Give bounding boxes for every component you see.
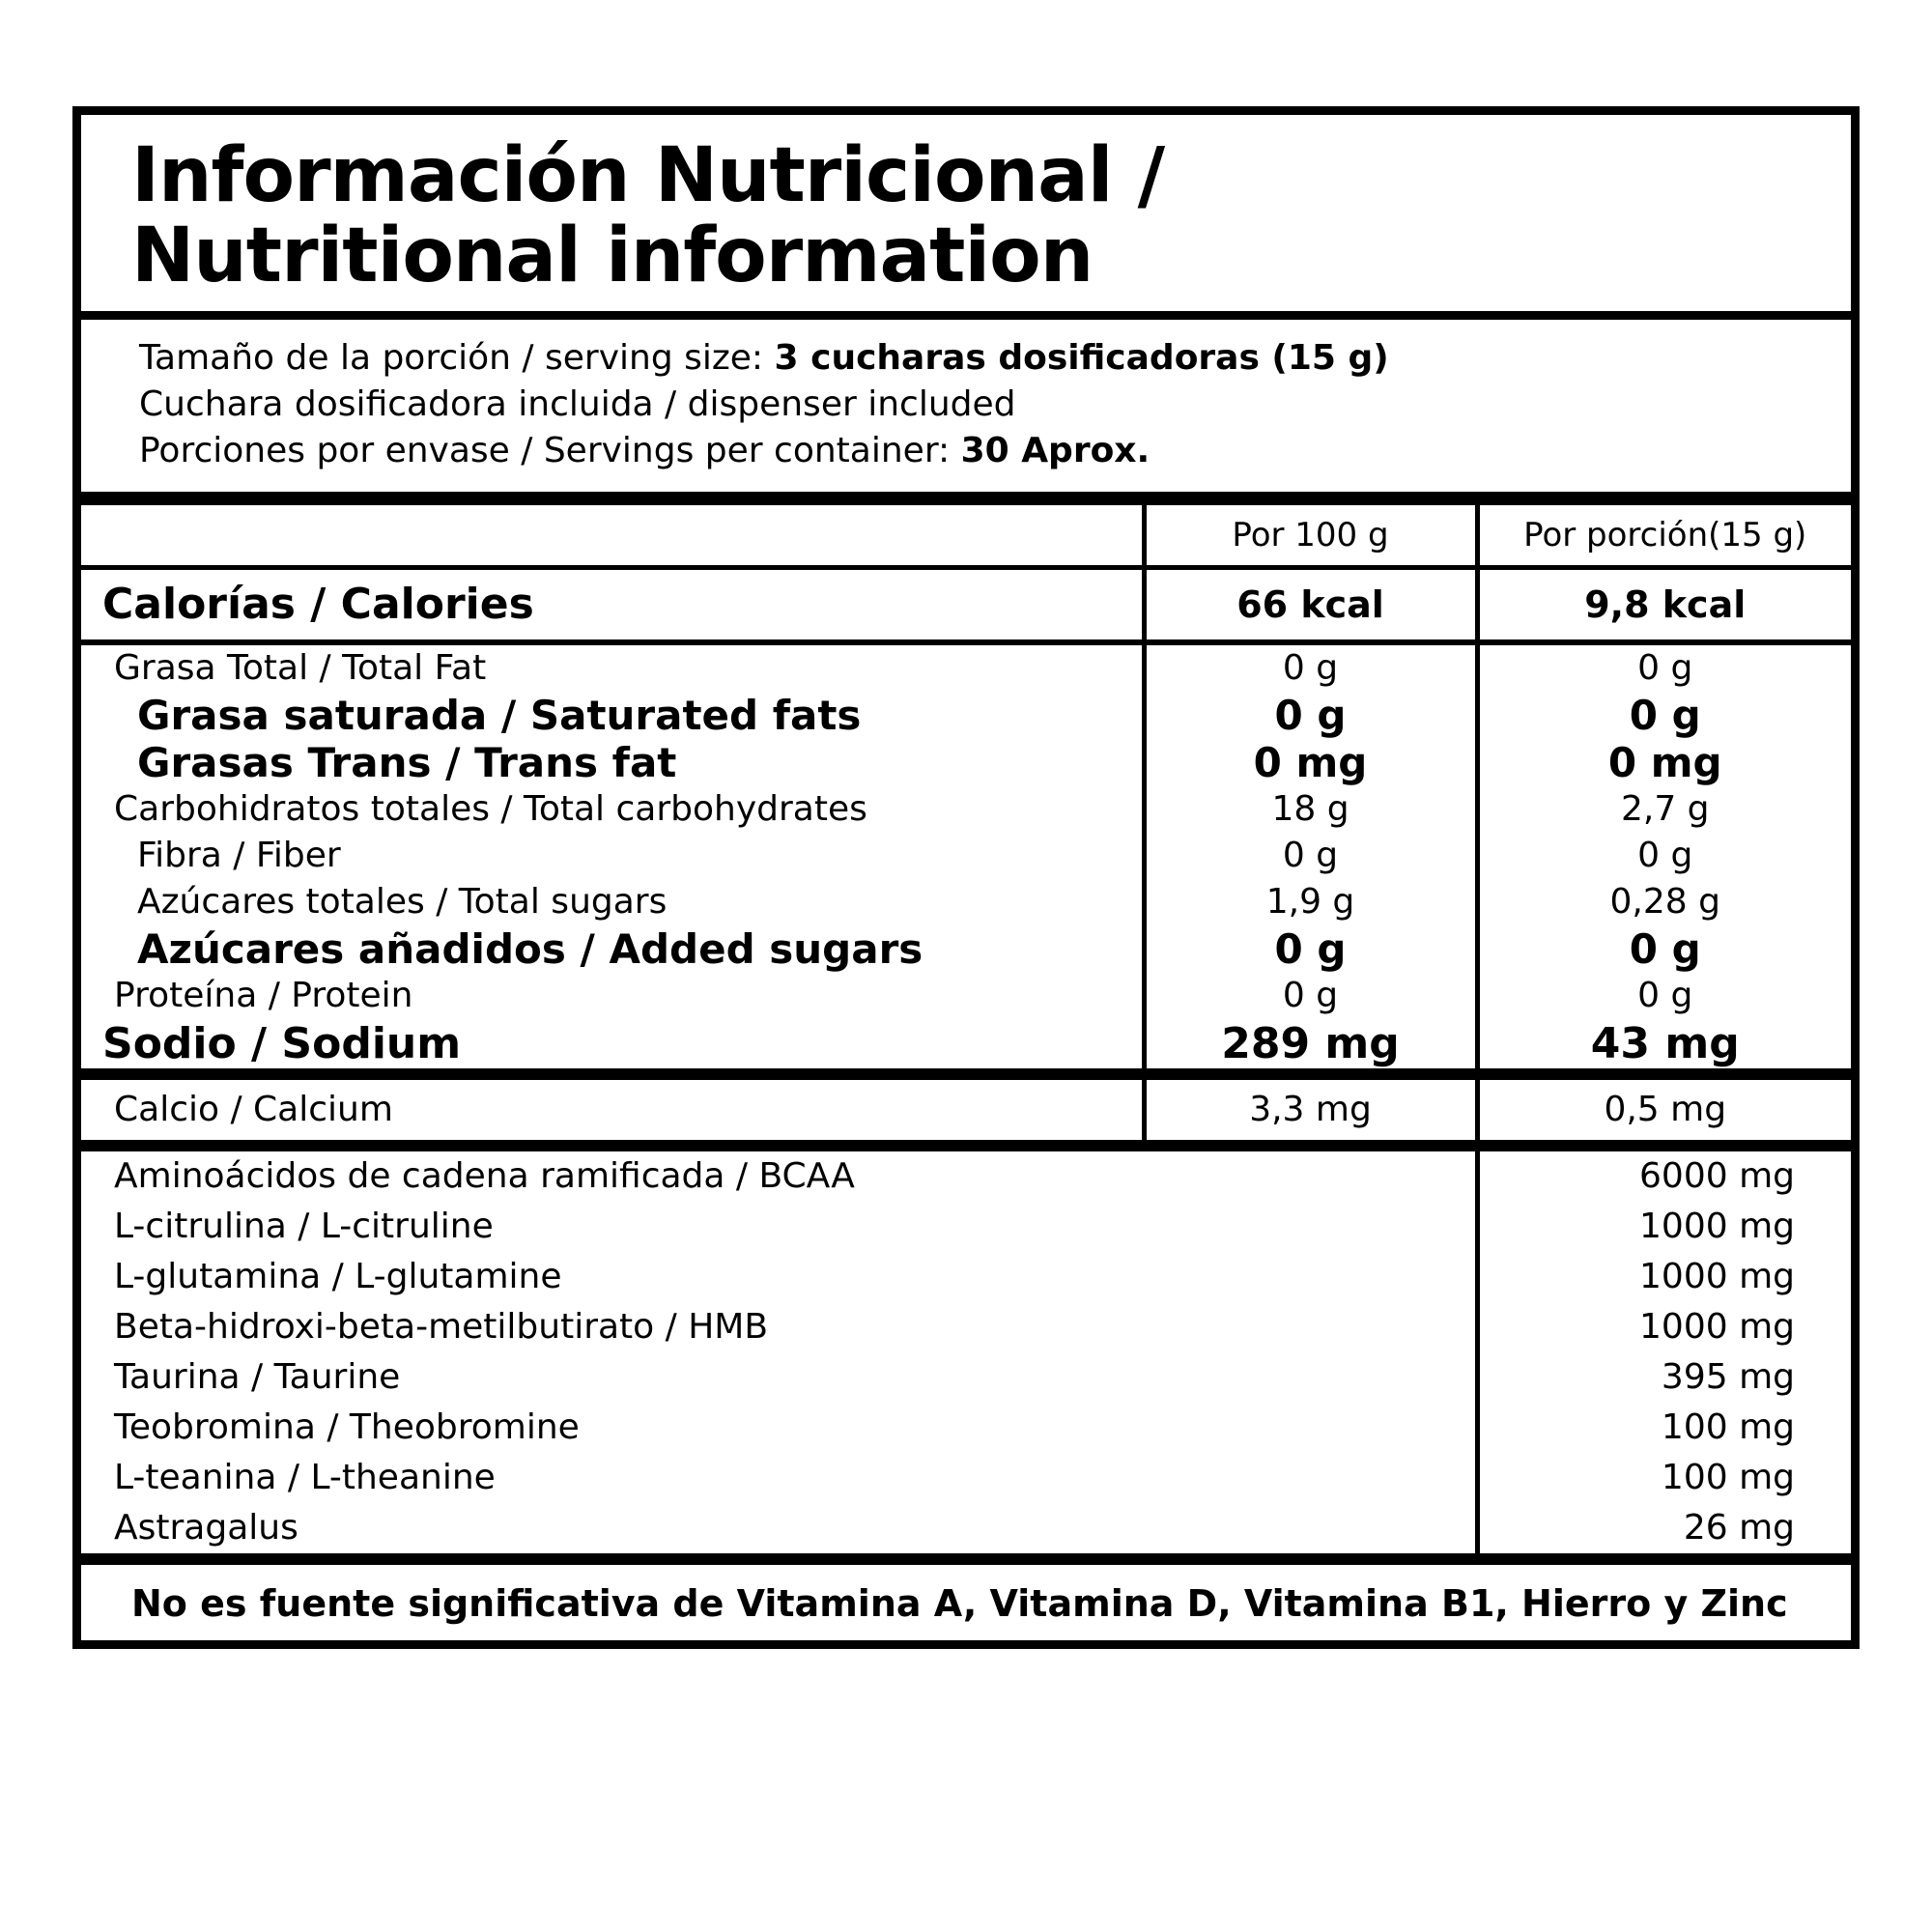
table-row: [81, 973, 1851, 1019]
table-row: [81, 925, 1851, 973]
list-item: [81, 1302, 1851, 1352]
amino-name: Beta-hidroxi-beta-metilbutirato / HMB: [114, 1307, 769, 1348]
table-row: [81, 833, 1851, 879]
table-row: [81, 692, 1851, 739]
nutrient-per-100g: 0 mg: [1144, 739, 1477, 786]
nutrient-name: Proteína / Protein: [114, 976, 413, 1016]
nutrition-facts-panel: [72, 106, 1860, 1649]
amino-amount: 1000 mg: [1477, 1252, 1851, 1302]
title-line-2: Nutritional information: [131, 212, 1094, 299]
nutrient-per-serving: 0 g: [1477, 973, 1851, 1019]
list-item: [81, 1453, 1851, 1503]
amino-name: L-citrulina / L-citruline: [114, 1207, 494, 1247]
nutrient-name: Sodio / Sodium: [102, 1018, 462, 1068]
serving-size-row: [139, 335, 1801, 382]
nutrient-name: Azúcares añadidos / Added sugars: [137, 924, 923, 973]
table-row: [81, 879, 1851, 925]
servings-per-container-row: [139, 428, 1801, 474]
nutrient-name: Fibra / Fiber: [137, 836, 341, 876]
nutrient-per-100g: 18 g: [1144, 786, 1477, 833]
table-row: [81, 739, 1851, 786]
nutrient-per-100g: 0 g: [1144, 925, 1477, 973]
mineral-per-serving: 0,5 mg: [1477, 1074, 1851, 1140]
calories-row: [81, 567, 1851, 642]
amino-amount: 6000 mg: [1477, 1146, 1851, 1202]
amino-amount: 395 mg: [1477, 1352, 1851, 1403]
nutrient-name: Carbohidratos totales / Total carbohydrates: [114, 789, 867, 830]
serving-info-block: [81, 320, 1851, 505]
amino-amount: 1000 mg: [1477, 1202, 1851, 1252]
nutrient-per-100g: 0 g: [1144, 642, 1477, 692]
nutrient-per-serving: 0,28 g: [1477, 879, 1851, 925]
header-blank: [81, 505, 1144, 568]
nutrient-per-100g: 0 g: [1144, 692, 1477, 739]
list-item: [81, 1503, 1851, 1553]
table-row: [81, 642, 1851, 692]
table-row: [81, 786, 1851, 833]
amino-name: Aminoácidos de cadena ramificada / BCAA: [114, 1156, 855, 1197]
nutrient-per-serving: 2,7 g: [1477, 786, 1851, 833]
amino-name: Astragalus: [114, 1508, 298, 1548]
header-per-serving: Por porción(15 g): [1477, 505, 1851, 568]
nutrient-per-100g: 0 g: [1144, 973, 1477, 1019]
serving-size-value: 3 cucharas dosificadoras (15 g): [774, 338, 1389, 379]
title-line-1: Información Nutricional /: [131, 132, 1165, 219]
nutrient-per-serving: 0 g: [1477, 833, 1851, 879]
nutrient-name: Azúcares totales / Total sugars: [137, 882, 668, 923]
nutrient-per-serving: 0 g: [1477, 925, 1851, 973]
list-item: [81, 1403, 1851, 1453]
calories-label: Calorías / Calories: [81, 567, 1144, 642]
amino-amount: 100 mg: [1477, 1403, 1851, 1453]
nutrient-per-100g: 0 g: [1144, 833, 1477, 879]
amino-amount: 26 mg: [1477, 1503, 1851, 1553]
footnote-block: [81, 1553, 1851, 1640]
amino-amount: 1000 mg: [1477, 1302, 1851, 1352]
nutrient-per-100g: 1,9 g: [1144, 879, 1477, 925]
calories-per-100g: 66 kcal: [1144, 567, 1477, 642]
amino-name: L-teanina / L-theanine: [114, 1458, 496, 1498]
nutrition-table: [81, 505, 1851, 1553]
nutrient-per-100g: 289 mg: [1144, 1019, 1477, 1068]
servings-label: Porciones por envase / Servings per container:: [139, 431, 951, 471]
nutrient-name: Grasa Total / Total Fat: [114, 648, 487, 689]
amino-amount: 100 mg: [1477, 1453, 1851, 1503]
amino-name: Teobromina / Theobromine: [114, 1407, 580, 1448]
header-per-100g: Por 100 g: [1144, 505, 1477, 568]
table-row: [81, 1074, 1851, 1140]
calories-per-serving: 9,8 kcal: [1477, 567, 1851, 642]
nutrient-per-serving: 0 g: [1477, 642, 1851, 692]
label-title-block: [81, 115, 1851, 320]
nutrient-per-serving: 43 mg: [1477, 1019, 1851, 1068]
list-item: [81, 1146, 1851, 1202]
dispenser-row: Cuchara dosificadora incluida / dispenser included: [139, 384, 1016, 425]
amino-name: L-glutamina / L-glutamine: [114, 1257, 562, 1297]
nutrient-per-serving: 0 mg: [1477, 739, 1851, 786]
table-header-row: [81, 505, 1851, 568]
nutrient-name: Grasa saturada / Saturated fats: [137, 691, 862, 739]
list-item: [81, 1252, 1851, 1302]
amino-name: Taurina / Taurine: [114, 1357, 401, 1398]
list-item: [81, 1352, 1851, 1403]
table-row: [81, 1019, 1851, 1068]
mineral-name: Calcio / Calcium: [114, 1090, 393, 1130]
footnote-text: No es fuente significativa de Vitamina A, Vitamina D, Vitamina B1, Hierro y Zinc: [131, 1581, 1788, 1625]
servings-value: 30 Aprox.: [960, 431, 1151, 471]
mineral-per-100g: 3,3 mg: [1144, 1074, 1477, 1140]
nutrient-name: Grasas Trans / Trans fat: [137, 738, 677, 786]
nutrient-per-serving: 0 g: [1477, 692, 1851, 739]
serving-size-label: Tamaño de la porción / serving size:: [139, 338, 764, 379]
list-item: [81, 1202, 1851, 1252]
